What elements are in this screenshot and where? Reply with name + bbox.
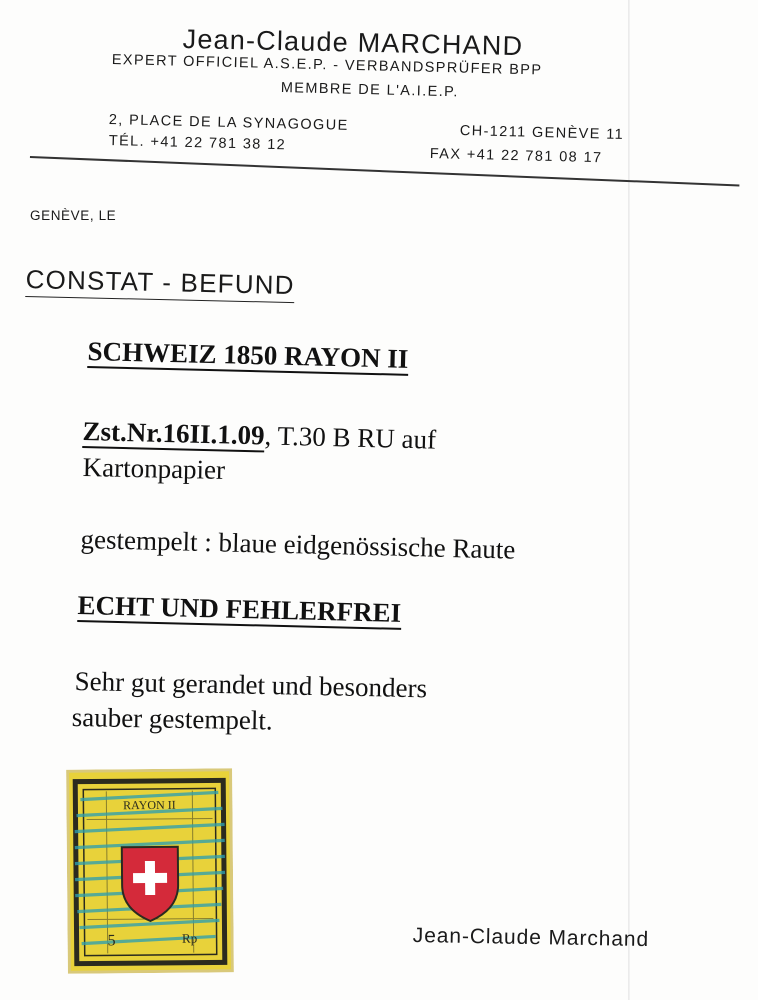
- certificate-heading: CONSTAT - BEFUND: [25, 264, 295, 303]
- stamp-value-right: Rp: [181, 930, 198, 946]
- paper-type: Kartonpapier: [82, 452, 226, 485]
- stamp-value-left: 5: [107, 932, 116, 950]
- type-text: , T.30 B RU auf: [264, 420, 437, 455]
- letterhead-address: 2, PLACE DE LA SYNAGOGUE: [108, 112, 349, 134]
- letterhead-telephone: TÉL. +41 22 781 38 12: [108, 133, 287, 154]
- remark-line-1: Sehr gut gerandet und besonders: [74, 666, 428, 704]
- catalog-number: Zst.Nr.16II.1.09: [82, 416, 265, 451]
- letterhead-city: CH-1211 GENÈVE 11: [459, 123, 625, 144]
- verdict: ECHT UND FEHLERFREI: [77, 590, 402, 628]
- cancellation-text: gestempelt : blaue eidgenössische Raute: [80, 524, 516, 565]
- stamp-title: SCHWEIZ 1850 RAYON II: [87, 336, 409, 374]
- signature-name: Jean-Claude Marchand: [412, 924, 650, 952]
- letterhead-membership: MEMBRE DE L'A.I.E.P.: [280, 80, 459, 101]
- stamp-image: [66, 768, 234, 973]
- letterhead-name: Jean-Claude MARCHAND: [182, 24, 524, 62]
- page-fold: [628, 0, 630, 1000]
- header-divider: [30, 156, 739, 186]
- letterhead-credentials: EXPERT OFFICIEL A.S.E.P. - VERBANDSPRÜFER BPP: [111, 52, 543, 79]
- place-date: GENÈVE, LE: [30, 208, 117, 223]
- catalog-line: [82, 416, 436, 455]
- stamp-label: RAYON II: [123, 797, 176, 813]
- remark-line-2: sauber gestempelt.: [71, 702, 273, 736]
- letterhead-fax: FAX +41 22 781 08 17: [429, 146, 603, 167]
